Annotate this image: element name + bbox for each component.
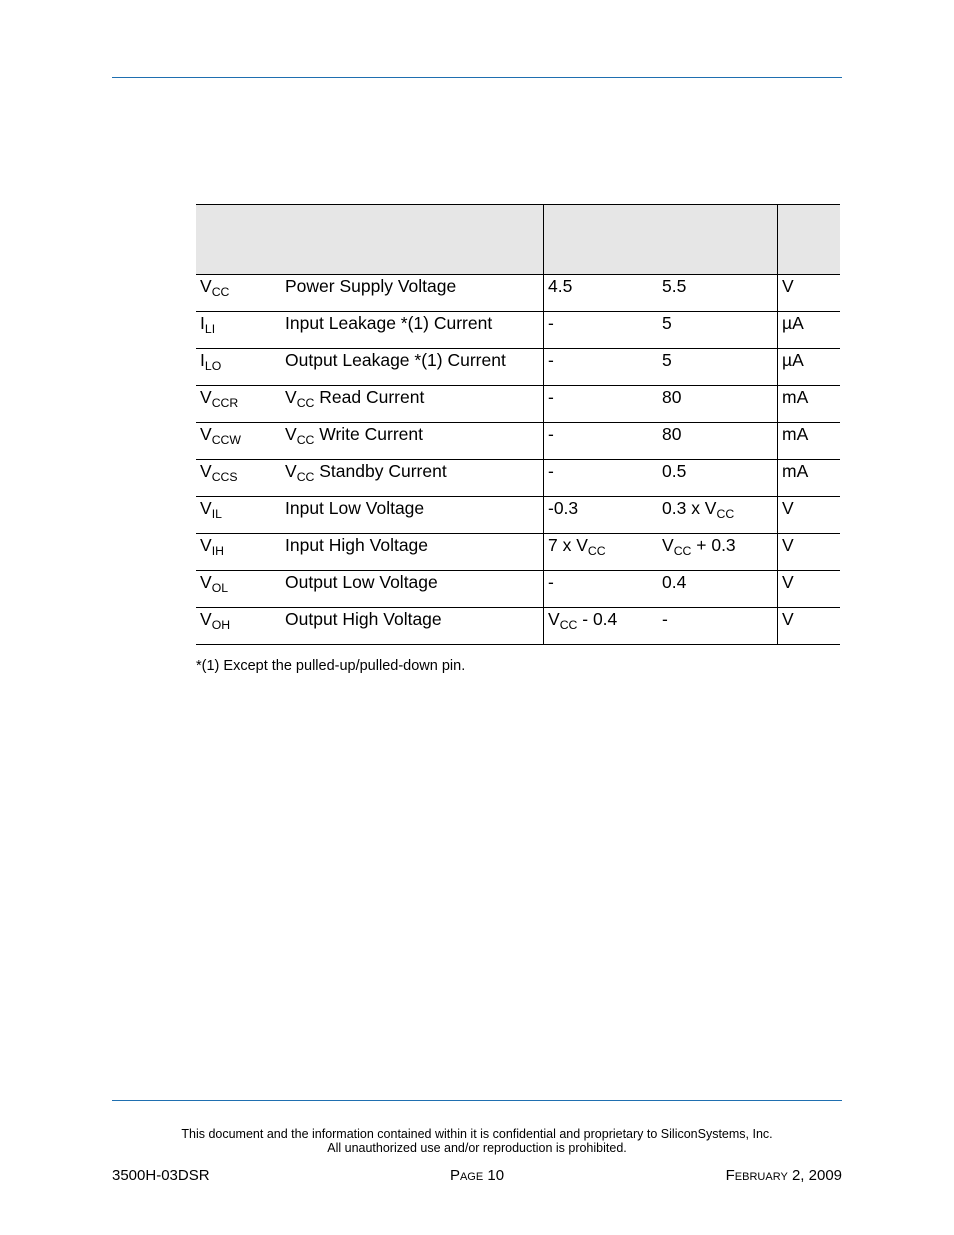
unit-text: V bbox=[782, 498, 794, 518]
min-sub-text: CC bbox=[559, 618, 578, 632]
symbol-cell bbox=[196, 312, 281, 349]
param-text: Read Current bbox=[314, 387, 425, 407]
parameter-cell bbox=[281, 275, 544, 312]
dc-characteristics-table bbox=[196, 204, 840, 645]
param-sub-text: CC bbox=[296, 396, 315, 410]
sym-text: V bbox=[200, 572, 212, 592]
unit-cell bbox=[778, 312, 841, 349]
min-cell bbox=[544, 534, 659, 571]
sym-sub-text: OL bbox=[211, 581, 229, 595]
min-pre-text: - bbox=[548, 387, 554, 407]
table-row bbox=[196, 534, 840, 571]
sym-sub-text: LO bbox=[204, 359, 222, 373]
min-cell bbox=[544, 349, 659, 386]
document-date: February 2, 2009 bbox=[725, 1167, 842, 1184]
unit-cell bbox=[778, 608, 841, 645]
symbol-cell bbox=[196, 571, 281, 608]
sym-text: V bbox=[200, 498, 212, 518]
unit-text: mA bbox=[782, 424, 809, 444]
symbol-cell bbox=[196, 386, 281, 423]
unit-text: V bbox=[782, 572, 794, 592]
sym-sub-text: CC bbox=[211, 285, 230, 299]
parameter-cell bbox=[281, 497, 544, 534]
parameter-cell bbox=[281, 386, 544, 423]
page-number: Page 10 bbox=[449, 1167, 505, 1184]
max-sub-text: CC bbox=[673, 544, 692, 558]
min-sub-text: CC bbox=[587, 544, 606, 558]
header-cell-parameter bbox=[281, 205, 544, 275]
sym-text: I bbox=[200, 313, 205, 333]
header-cell-symbol bbox=[196, 205, 281, 275]
min-pre-text: - bbox=[548, 350, 554, 370]
unit-cell bbox=[778, 423, 841, 460]
sym-sub-text: LI bbox=[204, 322, 216, 336]
unit-text: µA bbox=[782, 350, 804, 370]
table-row bbox=[196, 312, 840, 349]
unit-cell bbox=[778, 460, 841, 497]
unit-cell bbox=[778, 497, 841, 534]
unit-cell bbox=[778, 386, 841, 423]
footnote: *(1) Except the pulled-up/pulled-down pin. bbox=[196, 658, 466, 674]
param-text: Output Leakage *(1) Current bbox=[285, 350, 506, 370]
parameter-cell bbox=[281, 534, 544, 571]
min-cell bbox=[544, 423, 659, 460]
header-cell-max bbox=[658, 205, 778, 275]
confidentiality-notice bbox=[0, 1127, 954, 1155]
parameter-cell bbox=[281, 423, 544, 460]
parameter-cell bbox=[281, 608, 544, 645]
param-text: Power Supply Voltage bbox=[285, 276, 457, 296]
param-text: Input Leakage *(1) Current bbox=[285, 313, 493, 333]
header-cell-min bbox=[544, 205, 659, 275]
max-cell bbox=[658, 275, 778, 312]
max-cell bbox=[658, 497, 778, 534]
confidentiality-line-2: All unauthorized use and/or reproduction is prohibited. bbox=[327, 1141, 627, 1155]
max-pre-text: 5.5 bbox=[662, 276, 687, 296]
header-cell-unit bbox=[778, 205, 841, 275]
unit-text: V bbox=[782, 609, 794, 629]
unit-text: µA bbox=[782, 313, 804, 333]
max-sub-text: CC bbox=[716, 507, 735, 521]
symbol-cell bbox=[196, 275, 281, 312]
param-pre-text: V bbox=[285, 424, 297, 444]
min-pre-text: 7 x V bbox=[548, 535, 588, 555]
unit-cell bbox=[778, 275, 841, 312]
param-text: Input Low Voltage bbox=[285, 498, 425, 518]
min-pre-text: - bbox=[548, 572, 554, 592]
param-pre-text: V bbox=[285, 461, 297, 481]
sym-sub-text: IL bbox=[211, 507, 222, 521]
min-pre-text: - bbox=[548, 424, 554, 444]
parameter-cell bbox=[281, 312, 544, 349]
table-row bbox=[196, 608, 840, 645]
min-cell bbox=[544, 571, 659, 608]
sym-text: V bbox=[200, 387, 212, 407]
parameter-cell bbox=[281, 349, 544, 386]
unit-text: mA bbox=[782, 461, 809, 481]
param-pre-text: V bbox=[285, 387, 297, 407]
min-pre-text: - bbox=[548, 461, 554, 481]
table-row bbox=[196, 386, 840, 423]
table-row bbox=[196, 275, 840, 312]
param-sub-text: CC bbox=[296, 470, 315, 484]
sym-sub-text: OH bbox=[211, 618, 231, 632]
param-sub-text: CC bbox=[296, 433, 315, 447]
max-cell bbox=[658, 608, 778, 645]
max-cell bbox=[658, 571, 778, 608]
sym-sub-text: CCS bbox=[211, 470, 238, 484]
confidentiality-line-1: This document and the information contained within it is confidential and proprietary to SiliconSystems, Inc. bbox=[181, 1127, 773, 1141]
min-cell bbox=[544, 497, 659, 534]
sym-text: I bbox=[200, 350, 205, 370]
max-cell bbox=[658, 423, 778, 460]
sym-text: V bbox=[200, 424, 212, 444]
max-pre-text: 80 bbox=[662, 387, 682, 407]
min-cell bbox=[544, 312, 659, 349]
param-text: Write Current bbox=[314, 424, 423, 444]
min-pre-text: - bbox=[548, 313, 554, 333]
symbol-cell bbox=[196, 608, 281, 645]
min-pre-text: -0.3 bbox=[548, 498, 579, 518]
table-row bbox=[196, 460, 840, 497]
max-pre-text: 0.4 bbox=[662, 572, 687, 592]
symbol-cell bbox=[196, 460, 281, 497]
max-post-text: + 0.3 bbox=[691, 535, 736, 555]
sym-text: V bbox=[200, 609, 212, 629]
symbol-cell bbox=[196, 534, 281, 571]
max-cell bbox=[658, 460, 778, 497]
param-text: Standby Current bbox=[314, 461, 447, 481]
max-pre-text: 0.3 x V bbox=[662, 498, 717, 518]
table-row bbox=[196, 497, 840, 534]
unit-cell bbox=[778, 571, 841, 608]
sym-text: V bbox=[200, 276, 212, 296]
max-pre-text: 0.5 bbox=[662, 461, 687, 481]
max-pre-text: 5 bbox=[662, 350, 672, 370]
min-cell bbox=[544, 386, 659, 423]
header-rule bbox=[112, 77, 842, 78]
symbol-cell bbox=[196, 497, 281, 534]
unit-text: V bbox=[782, 535, 794, 555]
min-pre-text: 4.5 bbox=[548, 276, 573, 296]
param-text: Output High Voltage bbox=[285, 609, 442, 629]
max-cell bbox=[658, 349, 778, 386]
min-cell bbox=[544, 608, 659, 645]
unit-text: mA bbox=[782, 387, 809, 407]
sym-text: V bbox=[200, 535, 212, 555]
max-cell bbox=[658, 534, 778, 571]
max-cell bbox=[658, 386, 778, 423]
max-cell bbox=[658, 312, 778, 349]
max-pre-text: V bbox=[662, 535, 674, 555]
param-text: Output Low Voltage bbox=[285, 572, 438, 592]
max-pre-text: - bbox=[662, 609, 668, 629]
unit-cell bbox=[778, 534, 841, 571]
sym-sub-text: IH bbox=[211, 544, 224, 558]
symbol-cell bbox=[196, 349, 281, 386]
sym-sub-text: CCR bbox=[211, 396, 239, 410]
min-pre-text: V bbox=[548, 609, 560, 629]
symbol-cell bbox=[196, 423, 281, 460]
sym-text: V bbox=[200, 461, 212, 481]
parameter-cell bbox=[281, 571, 544, 608]
unit-text: V bbox=[782, 276, 794, 296]
table-row bbox=[196, 349, 840, 386]
parameter-cell bbox=[281, 460, 544, 497]
table-row bbox=[196, 423, 840, 460]
document-id: 3500H-03DSR bbox=[112, 1167, 210, 1184]
table-row bbox=[196, 571, 840, 608]
min-post-text: - 0.4 bbox=[577, 609, 618, 629]
sym-sub-text: CCW bbox=[211, 433, 241, 447]
min-cell bbox=[544, 275, 659, 312]
min-cell bbox=[544, 460, 659, 497]
max-pre-text: 80 bbox=[662, 424, 682, 444]
max-pre-text: 5 bbox=[662, 313, 672, 333]
param-text: Input High Voltage bbox=[285, 535, 429, 555]
unit-cell bbox=[778, 349, 841, 386]
table-header-row bbox=[196, 205, 840, 275]
footer-rule bbox=[112, 1100, 842, 1101]
